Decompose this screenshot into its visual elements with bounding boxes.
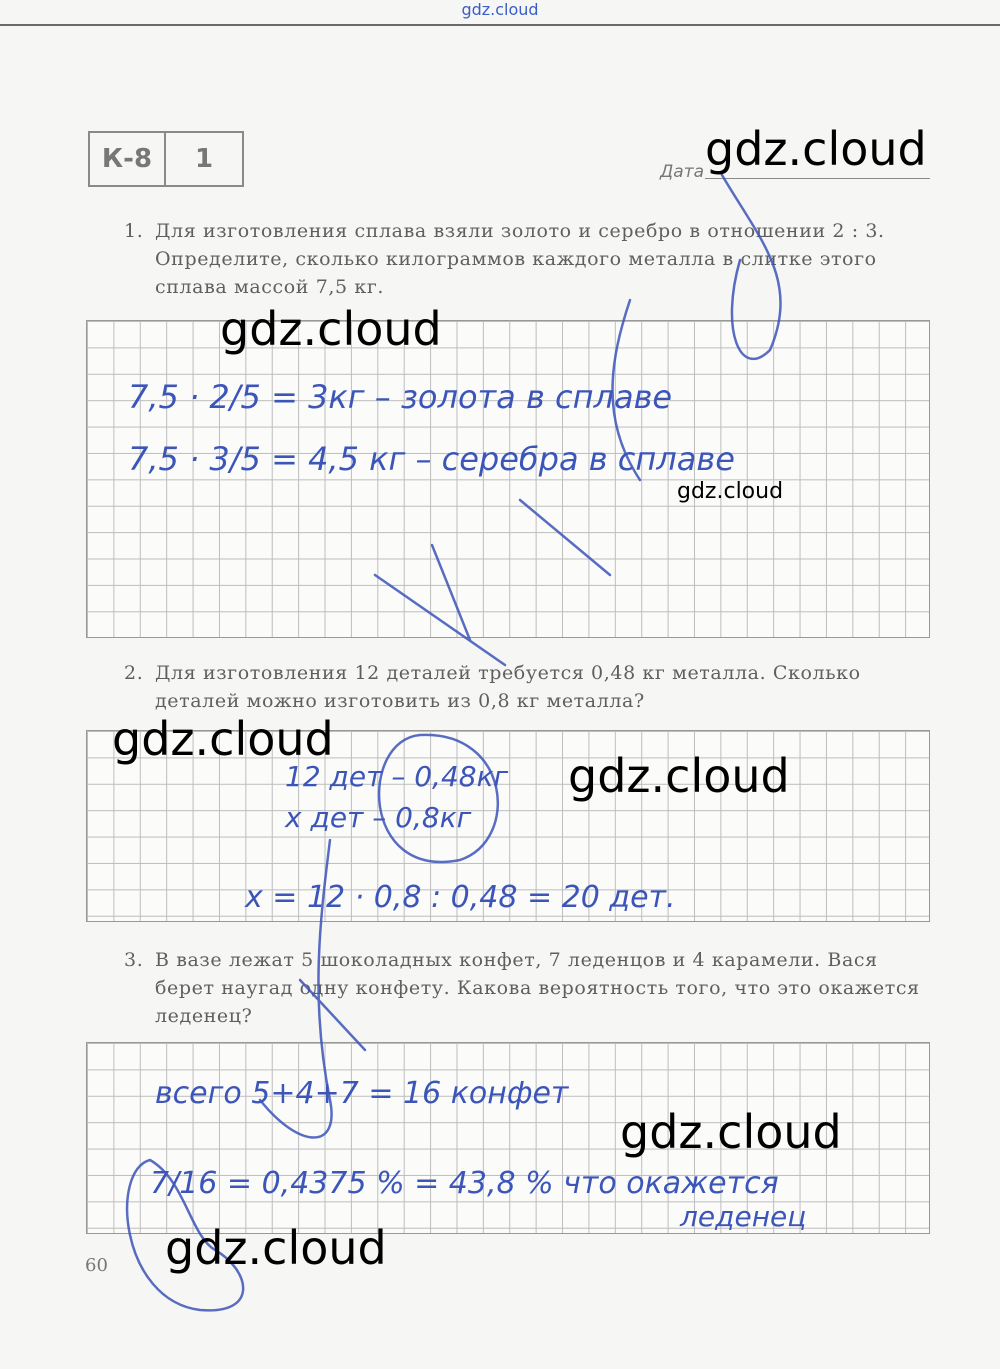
handwritten-line: 7,5 · 3/5 = 4,5 кг – серебра в сплаве (128, 440, 735, 478)
badge-variant: 1 (194, 144, 214, 174)
pen-stroke (613, 300, 641, 480)
date-label: Дата (660, 162, 705, 182)
handwritten-line: 12 дет – 0,48кг (285, 760, 509, 793)
watermark: gdz.cloud (112, 712, 334, 766)
task-number: 3. (124, 949, 144, 971)
watermark: gdz.cloud (620, 1105, 842, 1159)
handwritten-line: 7,5 · 2/5 = 3кг – золота в сплаве (128, 378, 673, 416)
page-number: 60 (85, 1255, 108, 1276)
task-line: Для изготовления 12 деталей требуется 0,48 кг металла. Сколько (155, 662, 861, 684)
watermark: gdz.cloud (705, 122, 927, 176)
handwritten-line: всего 5+4+7 = 16 конфет (155, 1076, 569, 1111)
task-number: 2. (124, 662, 144, 684)
site-label: gdz.cloud (461, 0, 539, 19)
pen-stroke (379, 735, 498, 862)
handwritten-line: x = 12 · 0,8 : 0,48 = 20 дет. (245, 880, 676, 915)
watermark: gdz.cloud (568, 749, 790, 803)
task-line: В вазе лежат 5 шоколадных конфет, 7 леденцов и 4 карамели. Вася (155, 949, 878, 971)
watermark: gdz.cloud (165, 1221, 387, 1275)
badge-code: К-8 (90, 133, 166, 185)
task-line: сплава массой 7,5 кг. (155, 276, 385, 298)
task-line: леденец? (155, 1005, 253, 1027)
task-line: деталей можно изготовить из 0,8 кг металла? (155, 690, 645, 712)
pen-stroke (300, 980, 365, 1050)
pen-stroke (432, 545, 470, 640)
task-line: берет наугад одну конфету. Какова вероятность того, что это окажется (155, 977, 920, 999)
task-number: 1. (124, 220, 144, 242)
watermark: gdz.cloud (677, 479, 784, 504)
pen-stroke (520, 500, 610, 575)
handwritten-line: x дет – 0,8кг (285, 801, 472, 834)
handwritten-line: леденец (680, 1200, 807, 1233)
watermark: gdz.cloud (220, 302, 442, 356)
pen-stroke (722, 175, 781, 359)
pen-stroke (375, 575, 505, 665)
task-line: Для изготовления сплава взяли золото и серебро в отношении 2 : 3. (155, 220, 885, 242)
task-line: Определите, сколько килограммов каждого металла в слитке этого (155, 248, 877, 270)
pen-stroke (260, 840, 332, 1138)
handwritten-line: 7/16 = 0,4375 % = 43,8 % что окажется (150, 1166, 779, 1201)
